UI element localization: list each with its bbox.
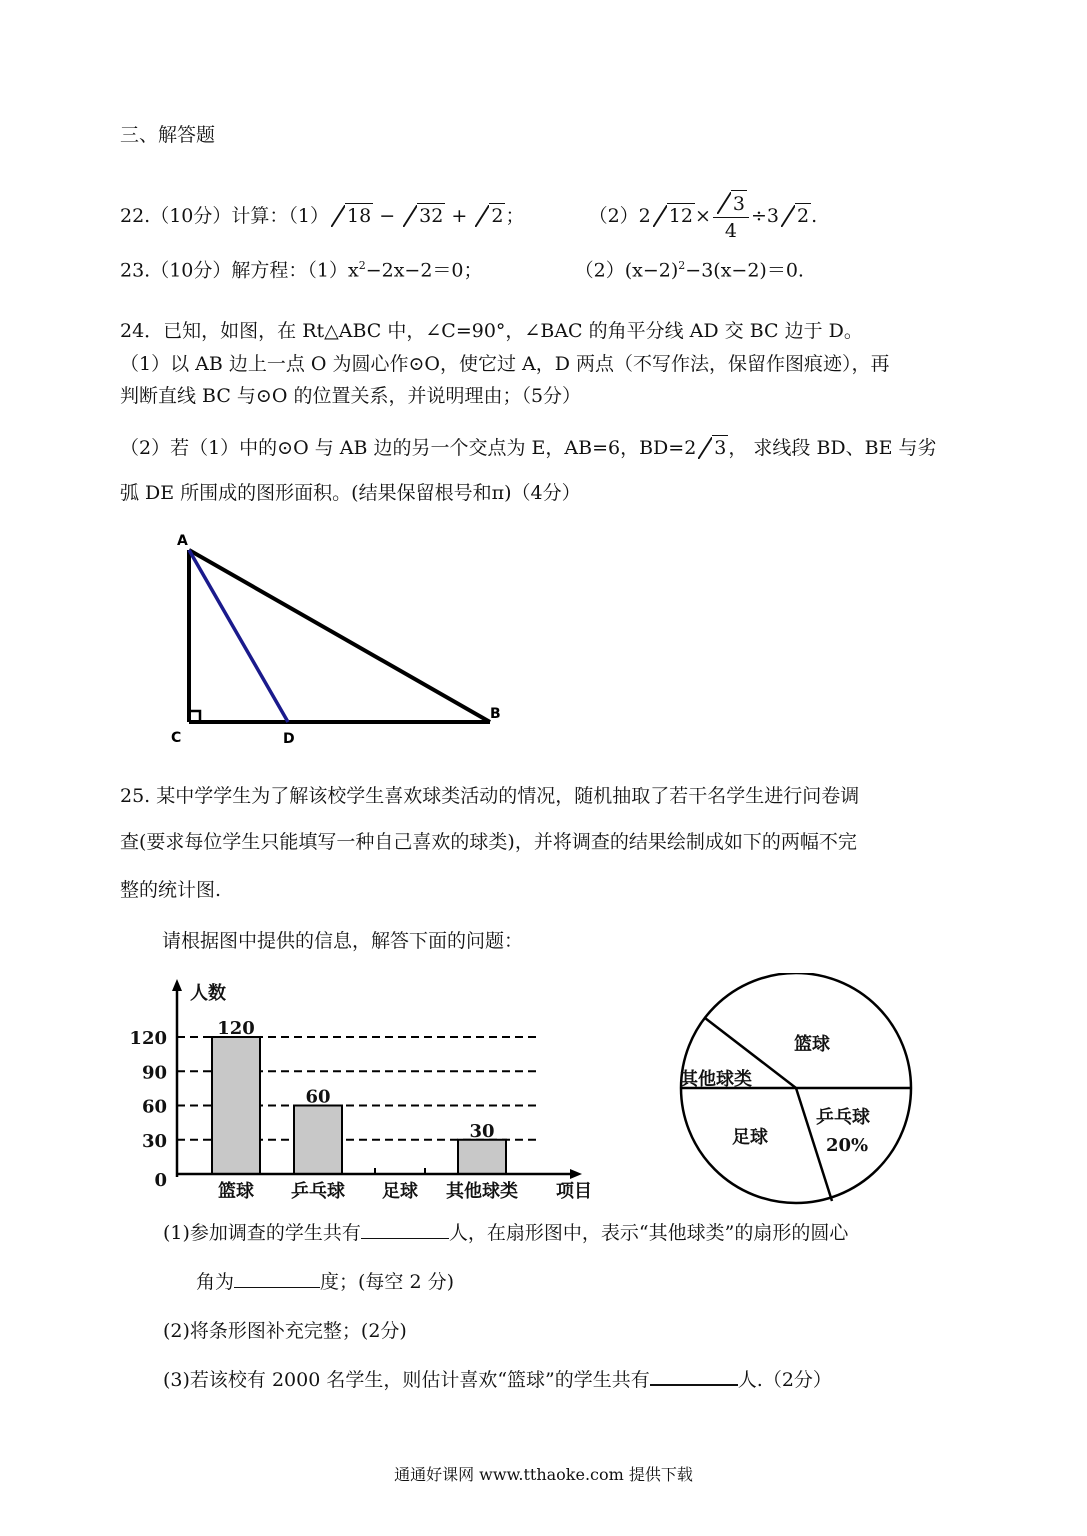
category-label-0: 篮球: [218, 1181, 254, 1202]
question-23: [120, 254, 804, 282]
q25-sub1-cont: [196, 1270, 454, 1294]
bar-1: [294, 1106, 342, 1175]
q24-line4: [120, 435, 937, 460]
q25-sub3-a: (3)若该校有 2000 名学生，则估计喜欢“篮球”的学生共有: [163, 1369, 650, 1391]
sqrt-2b: 2: [781, 203, 811, 228]
q25-sub1-d: 度；(每空 2 分): [320, 1271, 455, 1293]
category-label-2: 足球: [382, 1181, 418, 1202]
q24-line1: 24．已知，如图，在 Rt△ABC 中，∠C=90°，∠BAC 的角平分线 AD 交 BC 边于 D。: [120, 320, 863, 342]
pie-chart: [676, 973, 921, 1208]
q24-line4-b: ， 求线段 BD、BE 与劣: [728, 437, 937, 459]
q25-sub3: [163, 1368, 832, 1392]
q22-divide: ÷3: [750, 205, 779, 227]
q25-line3: 整的统计图.: [120, 879, 222, 901]
q22-coef: 2: [638, 205, 651, 227]
sqrt-32: 32: [403, 203, 445, 228]
section-title: 三、解答题: [120, 124, 216, 146]
q22-part2-prefix: （2）: [588, 205, 639, 227]
q23-eq2-b: −3(x−2)＝0.: [685, 259, 804, 282]
sqrt-2: 2: [475, 203, 505, 228]
y-axis-arrow: [172, 979, 182, 991]
q24-line3: 判断直线 BC 与⊙O 的位置关系，并说明理由；（5分）: [120, 385, 582, 407]
q22-times: ×: [694, 205, 711, 227]
bar-data-label-1: 60: [305, 1086, 331, 1108]
fraction-sqrt3-over-4: $\frac{3}{4}$: [713, 190, 749, 244]
label-c: C: [171, 730, 182, 746]
q25-sub1-c: 角为: [196, 1271, 235, 1293]
q25-sub3-b: 人.（2分）: [737, 1369, 832, 1391]
pie-value-pingpong: 20%: [826, 1135, 869, 1156]
q22-prefix: 22.（10分）计算：（1）: [120, 205, 329, 227]
y-axis-title: 人数: [190, 983, 226, 1004]
y-tick-label-0: 0: [154, 1170, 167, 1191]
q25-line2: 查(要求每位学生只能填写一种自己喜欢的球类)，并将调查的结果绘制成如下的两幅不完: [120, 831, 857, 853]
q25-sub1-a: (1)参加调查的学生共有: [163, 1222, 361, 1244]
side-ab: [189, 550, 490, 722]
sqrt-3: 3: [698, 435, 728, 460]
q25-line1: 25. 某中学学生为了解该校学生喜欢球类活动的情况，随机抽取了若干名学生进行问卷调: [120, 785, 860, 807]
pie-label-other: 其他球类: [680, 1069, 752, 1090]
q24-line4-a: （2）若（1）中的⊙O 与 AB 边的另一个交点为 E，AB=6，BD=: [120, 437, 685, 459]
bar-chart: [120, 975, 610, 1210]
bar-data-label-0: 120: [217, 1018, 255, 1039]
q24-bd-coef: 2: [684, 437, 697, 459]
q25-sub2: (2)将条形图补充完整；(2分): [163, 1320, 407, 1342]
label-d: D: [283, 731, 295, 747]
x-axis-title: 项目: [556, 1181, 592, 1202]
x-axis-arrow: [570, 1169, 582, 1179]
answer-blank-angle[interactable]: [234, 1271, 320, 1288]
pie-label-pingpong: 乒乓球: [816, 1107, 870, 1128]
bar-0: [212, 1037, 260, 1174]
q23-eq2-sup: 2: [678, 259, 686, 272]
question-22: [120, 190, 817, 244]
q24-line5: 弧 DE 所围成的图形面积。(结果保留根号和π)（4分）: [120, 482, 581, 504]
q23-part2-prefix: （2）: [574, 259, 625, 282]
footer: 通通好课网 www.tthaoke.com 提供下载: [394, 1465, 693, 1484]
q25-sub1-b: 人，在扇形图中，表示“其他球类”的扇形的圆心: [448, 1222, 849, 1244]
q22-minus: −: [373, 205, 402, 227]
y-tick-label-90: 90: [141, 1062, 167, 1084]
label-b: B: [490, 706, 501, 722]
answer-blank-total[interactable]: [361, 1222, 449, 1239]
q24-line2: （1）以 AB 边上一点 O 为圆心作⊙O，使它过 A，D 两点（不写作法，保留作图痕迹），再: [120, 353, 890, 375]
bar-3: [458, 1140, 506, 1174]
category-label-1: 乒乓球: [291, 1181, 345, 1202]
label-a: A: [177, 533, 188, 549]
q23-eq2-a: (x−2): [624, 259, 679, 282]
pie-label-basketball: 篮球: [794, 1034, 830, 1055]
q22-end: .: [811, 205, 818, 227]
q25-line4: 请根据图中提供的信息，解答下面的问题：: [162, 930, 524, 952]
y-tick-label-60: 60: [141, 1096, 167, 1118]
q22-semicolon: ；: [505, 205, 525, 227]
q23-eq1-a: x: [347, 259, 359, 282]
segment-ad: [189, 550, 288, 722]
bar-data-label-3: 30: [469, 1120, 495, 1142]
category-label-3: 其他球类: [446, 1181, 518, 1202]
sqrt-18: 18: [331, 203, 373, 228]
q23-eq1-sup: 2: [358, 259, 366, 272]
y-tick-label-30: 30: [141, 1130, 167, 1152]
q22-plus: +: [445, 205, 474, 227]
answer-blank-basketball[interactable]: [650, 1368, 738, 1386]
sqrt-12: 12: [653, 203, 695, 228]
triangle-figure: [160, 525, 520, 755]
pie-label-football: 足球: [732, 1127, 768, 1148]
y-tick-label-120: 120: [129, 1028, 167, 1049]
q25-sub1: [163, 1221, 848, 1245]
q23-prefix: 23.（10分）解方程：（1）: [120, 259, 348, 282]
q23-eq1-b: −2x−2＝0；: [365, 259, 483, 282]
